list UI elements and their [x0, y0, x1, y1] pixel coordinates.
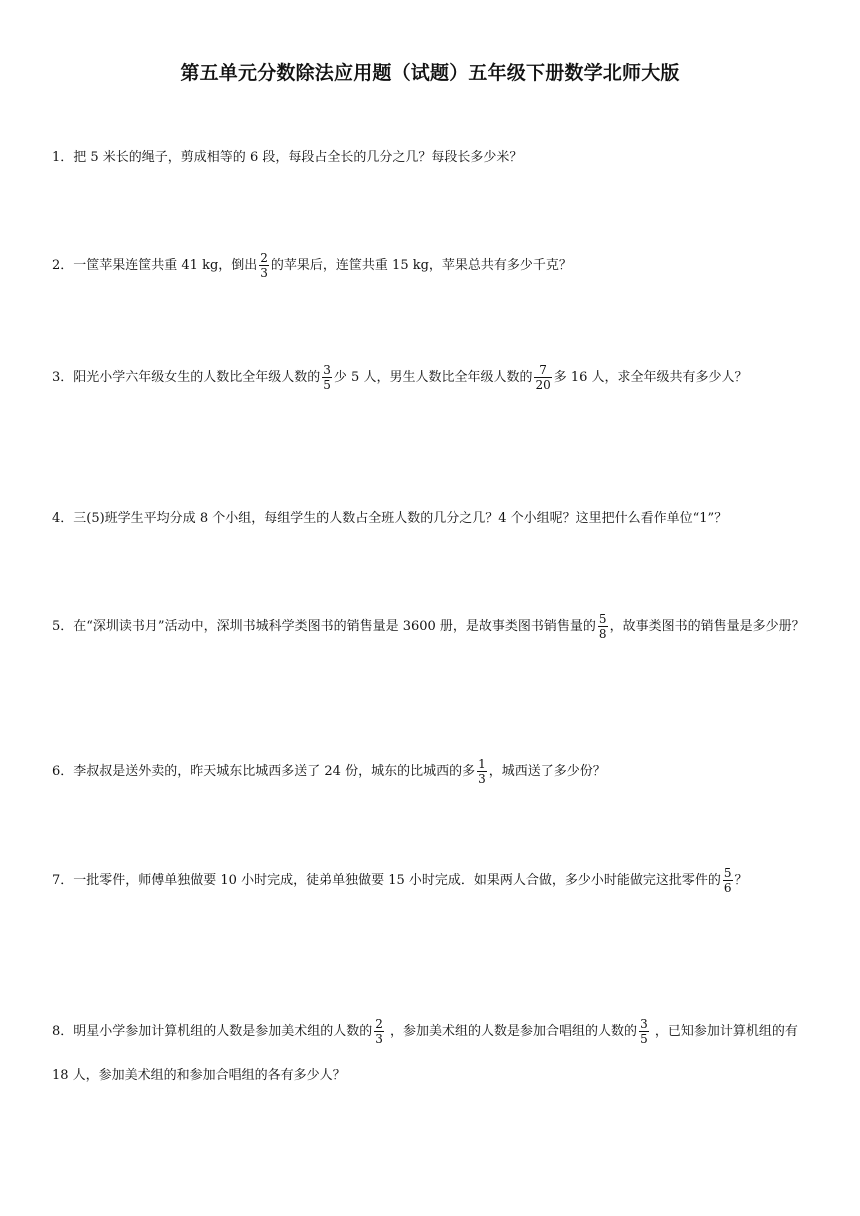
question-8-text-b: ，参加美术组的人数是参加合唱组的人数的	[385, 1024, 638, 1039]
fraction-numerator: 7	[534, 363, 551, 378]
question-2	[52, 244, 812, 288]
fraction-one-third	[477, 757, 487, 786]
question-5	[52, 605, 812, 649]
fraction-five-sixths	[723, 866, 733, 895]
fraction-numerator: 2	[375, 1017, 383, 1031]
fraction-two-thirds	[259, 251, 269, 280]
question-3-text-b: 少 5 人，男生人数比全年级人数的	[333, 370, 533, 385]
question-8	[52, 1010, 812, 1098]
question-6-text-b: ，城西送了多少份？	[488, 764, 606, 779]
fraction-denominator: 5	[323, 378, 331, 392]
fraction-two-thirds	[374, 1017, 384, 1046]
fraction-denominator: 5	[640, 1032, 648, 1046]
question-6-text-a: 6．李叔叔是送外卖的，昨天城东比城西多送了 24 份，城东的比城西的多	[52, 764, 476, 779]
fraction-five-eighths	[598, 612, 608, 641]
question-3-text-c: 多 16 人，求全年级共有多少人？	[553, 370, 748, 385]
fraction-numerator: 3	[640, 1017, 648, 1031]
question-5-text-b: ，故事类图书的销售量是多少册？	[609, 619, 805, 634]
fraction-seven-twentieths	[534, 363, 551, 392]
fraction-three-fifths	[639, 1017, 649, 1046]
question-1	[52, 136, 812, 180]
page-title: 第五单元分数除法应用题（试题）五年级下册数学北师大版	[180, 62, 680, 84]
question-8-text-c: ，已知参加计算机组的有 18 人，参加美术组的和参加合唱组的各有多少人？	[52, 1024, 798, 1083]
question-3	[52, 356, 812, 400]
question-2-text-a: 2．一筐苹果连筐共重 41 kg，倒出	[52, 258, 258, 273]
fraction-denominator: 20	[535, 378, 551, 392]
fraction-denominator: 3	[478, 772, 486, 786]
fraction-numerator: 3	[323, 363, 331, 377]
question-7-text-b: ？	[734, 873, 748, 888]
fraction-numerator: 2	[260, 251, 268, 265]
question-8-text-a: 8．明星小学参加计算机组的人数是参加美术组的人数的	[52, 1024, 373, 1039]
fraction-numerator: 5	[598, 612, 607, 626]
fraction-denominator: 3	[375, 1032, 383, 1046]
question-5-text-a: 5．在“深圳读书月”活动中，深圳书城科学类图书的销售量是 3600 册，是故事类图书销售量的	[52, 619, 596, 634]
question-6	[52, 750, 812, 794]
question-4	[52, 497, 812, 541]
fraction-denominator: 3	[260, 266, 268, 280]
question-4-text: 4．三(5)班学生平均分成 8 个小组，每组学生的人数占全班人数的几分之几？4 个小组呢？这里把什么看作单位“1”？	[52, 511, 728, 526]
fraction-three-fifths	[322, 363, 332, 392]
question-1-text: 1．把 5 米长的绳子，剪成相等的 6 段，每段占全长的几分之几？每段长多少米？	[52, 150, 523, 165]
question-3-text-a: 3．阳光小学六年级女生的人数比全年级人数的	[52, 370, 321, 385]
question-7	[52, 859, 812, 903]
question-7-text-a: 7．一批零件，师傅单独做要 10 小时完成，徒弟单独做要 15 小时完成．如果两人合做，多少小时能做完这批零件的	[52, 873, 721, 888]
fraction-numerator: 1	[478, 757, 486, 771]
fraction-denominator: 8	[598, 627, 607, 641]
fraction-denominator: 6	[723, 881, 732, 895]
question-2-text-b: 的苹果后，连筐共重 15 kg，苹果总共有多少千克？	[270, 258, 572, 273]
fraction-numerator: 5	[723, 866, 732, 880]
